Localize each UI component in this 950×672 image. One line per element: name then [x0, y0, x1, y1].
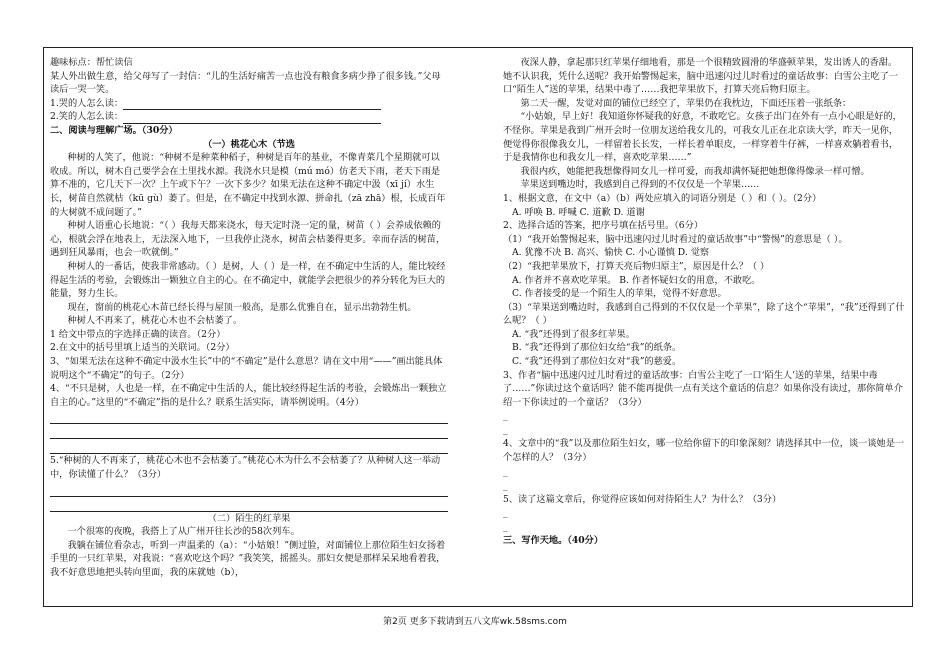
question-2-1-options: A. 犹豫不决 B. 高兴、愉快 C. 小心谨慎 D. 觉察 — [512, 247, 710, 259]
question-2-1: （1）“我开始警惕起来，脑中迅速闪过儿时看过的童话故事”中“警惕”的意思是（ ）。 — [503, 233, 848, 245]
answer-line[interactable] — [50, 500, 448, 512]
answer-blank[interactable]: _ — [503, 465, 508, 477]
question-4: 4、“不只是树，人也是一样，在不确定中生活的人，能比较经得起生活的考验，会锻炼出一颗独立自主的心。”这里的“不确定”指的是什么？联系生活实际，请举例说明。（4分） — [50, 383, 447, 408]
question-2-3: （3）“苹果送到嘴边时，我感到自己得到的不仅仅是一个苹果”，除了这个“苹果”，“我”还得到了什么呢？（ ） — [503, 301, 905, 327]
question-2: 2、选择合适的答案，把序号填在括号里。（6分） — [503, 220, 704, 232]
section-3-heading: 三、写作天地。（40分） — [503, 535, 604, 547]
laugh-reading-question: 2.笑的人怎么读： — [50, 110, 448, 124]
passage-2-paragraph: 第二天一醒，发觉对面的铺位已经空了，苹果仍在我枕边，下面还压着一张纸条： — [520, 97, 852, 109]
passage-2-paragraph: 我很内疚，她能把我想像得同女儿一样可爱，而我却满怀疑把她想像得像录一样可憎。 — [520, 165, 870, 177]
fun-punctuation-intro: 某人外出做生意，给父母写了一封信：“儿的生活好痛苦一点也没有粮食多病少挣了很多钱。”父母读后一哭一笑。 — [50, 70, 441, 96]
question-3: 3、“如果无法在这种不确定中汲水生长”中的“不确定”是什么意思？请在文中用“——”画出能具体说明这个“不确定”的句子。（2分） — [50, 356, 443, 381]
passage-1-paragraph: 种树的人笑了，他说：“种树不是种菜种稻子，种树是百年的基业，不像青菜几个星期就可以收成。所以，树木自己要学会在土里找水源。我浇水只是模（mú mó）仿老天下雨，老天下雨是算不准的，它几天下一次？上午或下午？一次下多少？如果无法在这种不确定中汲（xī jí）水生长，树苗自然就枯（kū gù）萎了。但是，在不确定中找到水源、拼命扎（zā zhā）根，长成百年的大树就不成问题了。” — [50, 152, 446, 218]
passage-2-paragraph: 我躺在铺位看杂志，听到一声温柔的（a）：“小姑娘！”侧过脸，对面铺位上那位陌生妇女扬着手里的一只红苹果，对我说：“喜欢吃这个吗？”我笑笑，摇摇头。那妇女便是那样呆呆地看着我，我不好意思地把头转向里面，我的床就她（b）， — [50, 539, 446, 578]
question-5: 5、读了这篇文章后，你觉得应该如何对待陌生人？为什么？（3分） — [503, 493, 782, 505]
passage-1-paragraph: 种树人不再来了，桃花心木也不会枯萎了。 — [67, 315, 243, 327]
passage-2-paragraph: 夜深人静，拿起那只红苹果仔细地看，那是一个很精致圆滑的华盛顿苹果，发出诱人的香甜。她不认识我，凭什么送呢？我开始警惕起来，脑中迅速闪过儿时看过的童话故事：白雪公主吃了一口“陌生人”送的苹果，结果中毒了……我把苹果放下，打算天亮后物归原主。 — [503, 57, 899, 96]
question-4: 4、文章中的“我”以及那位陌生妇女，哪一位给你留下的印象深刻？请选择其中一位，谈一谈她是一个怎样的人？（3分） — [503, 438, 905, 464]
answer-blank[interactable]: _ — [503, 521, 508, 533]
answer-blank[interactable]: _ — [503, 410, 508, 422]
page-footer: 第2页 更多下载请到五八文库wk.58sms.com — [383, 617, 567, 627]
passage-2-note: “小姑娘，早上好！我知道你怀疑我的好意，不敢吃它。女孩子出门在外有一点小心眼是好的，不怪你。苹果是我到广州开会时一位朋友送给我女儿的，可我女儿正在北京读大学，昨天一见你，便觉得你很像我女儿，一样留着长长发，一样长着单眼皮，一样穿着牛仔裤，一样喜欢躺着看书，于是我情你也和我女儿一样，喜欢吃苹果……” — [503, 111, 902, 164]
passage-1-paragraph: 种树人语重心长地说：“（ ）我每天都来浇水，每天定时浇一定的量，树苗（ ）会养成依赖的心，根就会浮在地表上，无法深入地下，一旦我停止浇水，树苗会枯萎得更多。幸而存活的树苗，遇到狂风暴雨，也会一吹就倒。” — [50, 220, 446, 259]
passage-1-paragraph: 现在，窗前的桃花心木苗已经长得与屋顶一般高，是那么优雅自在，显示出勃勃生机。 — [67, 301, 417, 313]
passage-1-paragraph: 种树人的一番话，使我非常感动。（ ）是树，人（ ）是一样，在不确定中生活的人，能比较经得起生活的考验，会锻炼出一颗独立自主的心。在不确定中，就能学会把很少的养分转化为巨大的能量，努力生长。 — [50, 260, 446, 300]
answer-line[interactable] — [50, 485, 448, 497]
question-2: 2.在文中的括号里填上适当的关联词。（2分） — [50, 342, 235, 354]
question-2-2-options: A. 作者并不喜欢吃苹果。 B. 作者怀疑妇女的用意，不敢吃。 — [512, 274, 761, 286]
section-2-heading: 二、阅读与理解广场。（30分） — [50, 124, 178, 136]
question-2-3-option-b: B. “我”还得到了那位妇女给“我”的纸条。 — [512, 342, 682, 354]
left-column — [50, 56, 448, 580]
question-2-2-option-c: C. 作者接受的是一个陌生人的苹果，觉得不好意思。 — [512, 288, 727, 300]
question-2-3-option-a: A. “我”还得到了很多红苹果。 — [512, 328, 635, 340]
question-2-2: （2）“我把苹果放下，打算天亮后物归原主”，原因是什么？（ ） — [503, 260, 770, 272]
question-5: 5.“种树的人不再来了，桃花心木也不会枯萎了。”桃花心木为什么不会枯萎了？从种树人这一举动中，你读懂了什么？（3分） — [50, 455, 441, 481]
answer-blank[interactable]: _ — [503, 479, 508, 491]
answer-line[interactable] — [50, 427, 448, 439]
question-3: 3、作者“脑中迅速闪过儿时看过的童话故事：白雪公主吃了一口‘陌生人’送的苹果，结果中毒了……”你读过这个童话吗？能不能再提供一点有关这个童话的信息？如果你没有读过，那你简单介绍一下你读过的一个童话？（3分） — [503, 369, 903, 408]
passage-1-title: （一）桃花心木（节选 — [203, 138, 295, 150]
answer-blank[interactable]: _ — [503, 507, 508, 519]
cry-reading-question: 1.哭的人怎么读： — [50, 97, 448, 111]
question-1: 1、根据文意，在文中（a）（b）两处应填入的词语分别是（ ）和（ ）。（2分） — [503, 192, 822, 204]
answer-line[interactable] — [50, 442, 448, 454]
question-1: 1 给文中带点的字选择正确的读音。（2分） — [50, 328, 226, 340]
fun-punctuation-title: 趣味标点：帮忙读信 — [50, 57, 133, 68]
passage-2-paragraph: 苹果送到嘴边时，我感到自己得到的不仅仅是一个苹果…… — [520, 179, 760, 191]
passage-2-title: （二）陌生的红苹果 — [207, 512, 291, 524]
answer-line[interactable] — [50, 412, 448, 424]
right-column — [503, 56, 906, 548]
passage-2-paragraph: 一个很寒的夜晚，我搭上了从广州开往长沙的58次列车。 — [67, 526, 300, 538]
question-2-3-option-c: C. “我”还得到了那位妇女对“我”的慈爱。 — [512, 356, 682, 368]
answer-blank[interactable]: _ — [503, 424, 508, 436]
question-1-options: A. 呼唤 B. 呼喊 C. 道歉 D. 道谢 — [512, 206, 645, 218]
